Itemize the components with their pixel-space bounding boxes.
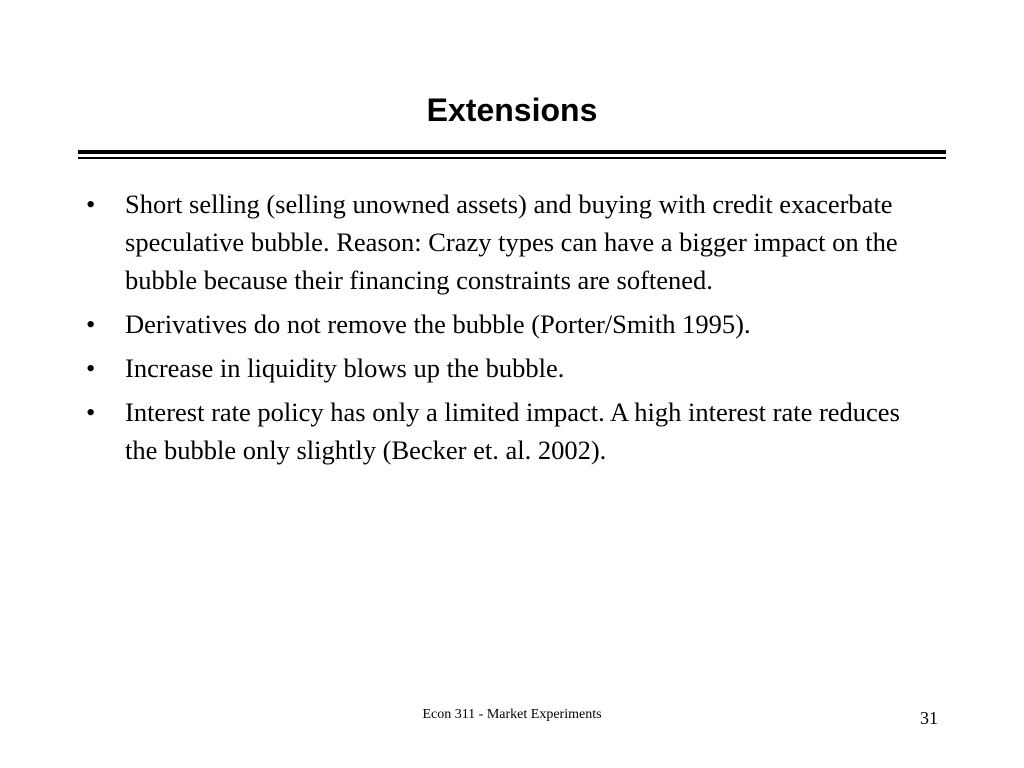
title-divider-thin — [78, 157, 946, 159]
bullet-icon: • — [86, 309, 96, 339]
bullet-icon: • — [86, 397, 96, 427]
bullet-text: Short selling (selling unowned assets) and buying with credit exacerbate speculative bubble. Reason: Crazy types can have a bigger impact on the bubble because their financing constraints are softened. — [125, 189, 898, 295]
bullet-item-derivatives — [84, 305, 934, 343]
bullet-item-interest-rate — [84, 393, 934, 469]
bullet-text: Interest rate policy has only a limited impact. A high interest rate reduces the bubble only slightly (Becker et. al. 2002). — [125, 397, 900, 465]
page-number: 31 — [920, 708, 938, 728]
bullet-text: Derivatives do not remove the bubble (Porter/Smith 1995). — [125, 309, 751, 339]
bullet-item-liquidity — [84, 349, 934, 387]
bullet-item-short-selling — [84, 185, 934, 299]
slide-title: Extensions — [426, 92, 598, 128]
bullet-text: Increase in liquidity blows up the bubble. — [125, 353, 565, 383]
bullet-list — [84, 185, 934, 475]
bullet-icon: • — [86, 353, 96, 383]
title-divider-thick — [78, 150, 946, 154]
footer-course-title: Econ 311 - Market Experiments — [422, 707, 602, 722]
bullet-icon: • — [86, 189, 96, 219]
